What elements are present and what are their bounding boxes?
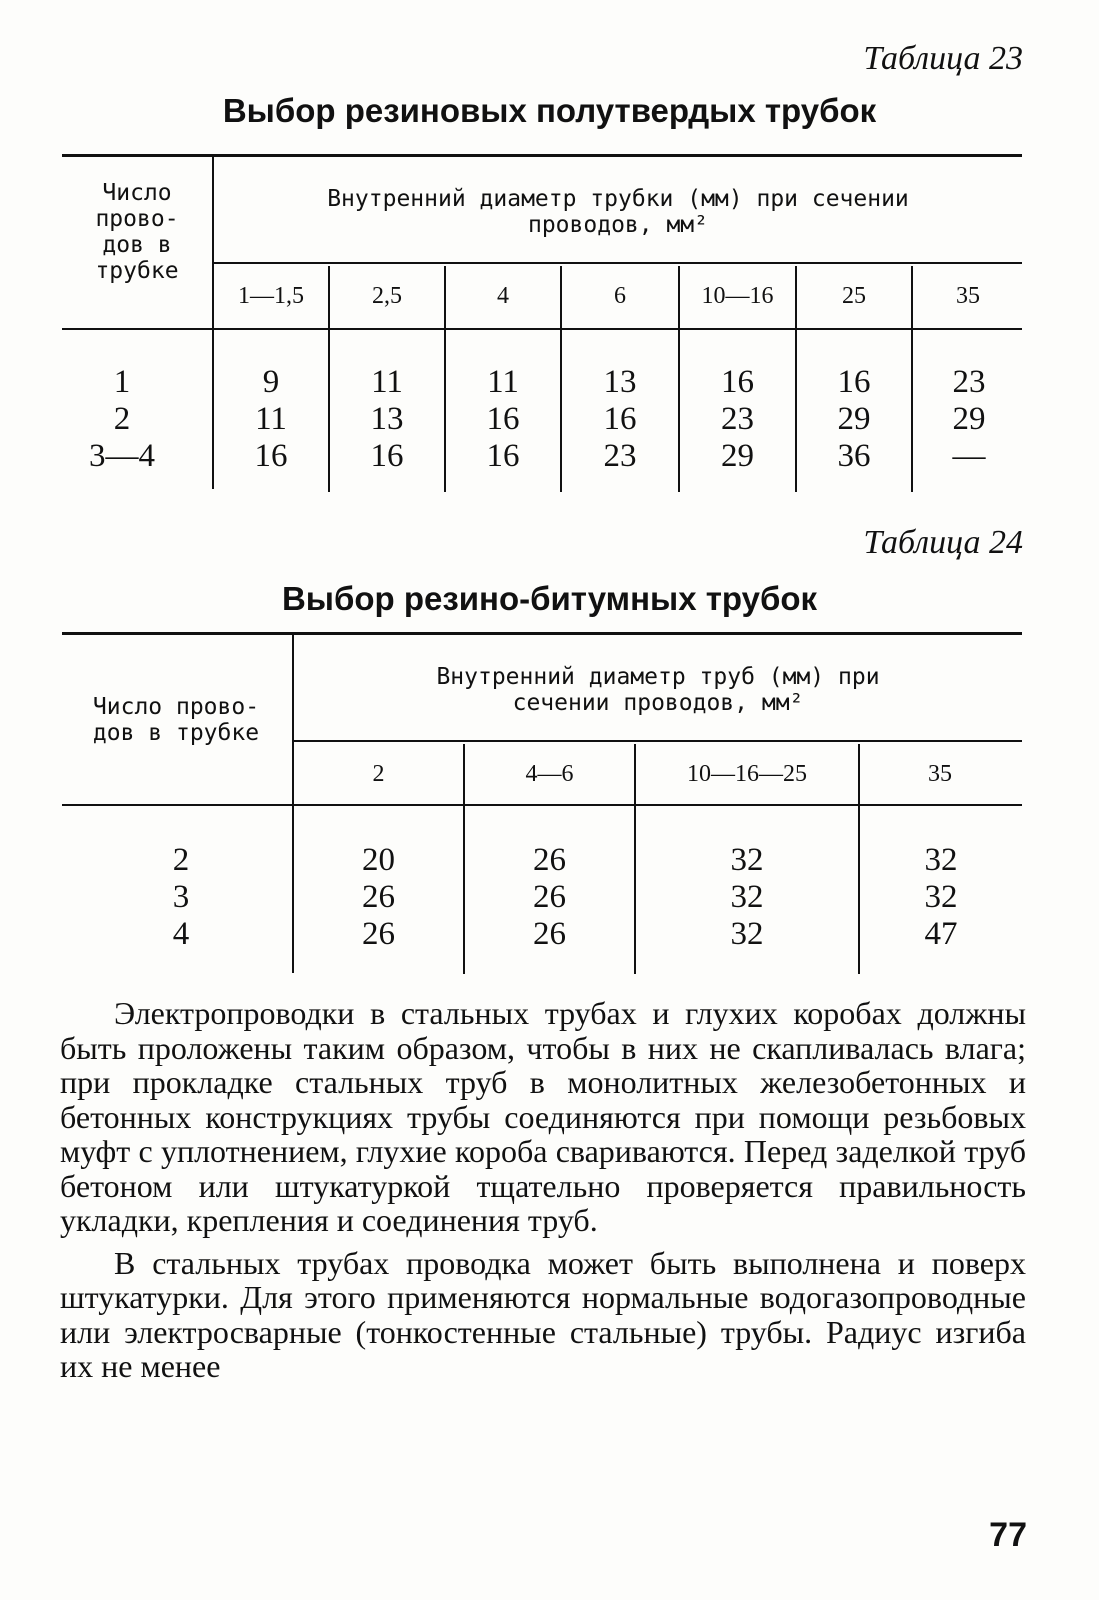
table-24-column	[860, 842, 1022, 953]
section-header: 2,5	[372, 283, 402, 309]
table-23-column	[680, 364, 795, 475]
table-cell: 23	[603, 438, 637, 474]
table-24-top-rule	[62, 632, 1022, 635]
table-24-column	[465, 842, 634, 953]
section-header: 1—1,5	[238, 283, 304, 309]
table-23-row-labels	[62, 364, 182, 475]
table-23-title: Выбор резиновых полутвердых трубок	[222, 92, 877, 129]
table-cell: 11	[255, 401, 287, 437]
table-23-column	[913, 364, 1025, 475]
table-cell: 16	[370, 438, 404, 474]
table-cell: 16	[721, 364, 754, 400]
table-24-section-headers	[294, 761, 1022, 791]
table-23-top-rule	[62, 154, 1022, 157]
page-number: 77	[989, 1516, 1027, 1554]
table-cell: 29	[721, 438, 754, 474]
table-cell: 16	[603, 401, 637, 437]
table-cell: 26	[362, 916, 395, 952]
table-cell: 11	[487, 364, 519, 400]
table-cell: 11	[371, 364, 403, 400]
table-cell: —	[952, 438, 986, 474]
row-label: 3—4	[89, 438, 155, 474]
section-header: 4—6	[525, 761, 574, 787]
table-cell: 16	[837, 364, 871, 400]
section-header: 4	[497, 283, 509, 309]
table-23-section-headers	[214, 283, 1022, 313]
table-23-body-rule	[62, 328, 1022, 330]
table-cell: 13	[370, 401, 404, 437]
table-cell: 32	[730, 879, 764, 915]
body-text	[60, 996, 1026, 1392]
section-header: 6	[614, 283, 626, 309]
paragraph: Электропроводки в стальных трубах и глухих коробах должны быть проложены таким образом, чтобы в них не скапливалась влага; при прокладке стальных труб в монолитных железобетонных и бетонных конструкциях трубы соединяются при помощи резьбовых муфт с уплотнением, глухие короба свариваются. Перед заделкой труб бетоном или штукатуркой тщательно проверяется правильность укладки, крепления и соединения труб.	[60, 995, 1026, 1238]
table-cell: 29	[837, 401, 871, 437]
table-cell: 16	[486, 401, 520, 437]
table-cell: 16	[254, 438, 288, 474]
table-cell: 26	[362, 879, 395, 915]
row-label: 4	[172, 916, 190, 952]
row-label: 3	[172, 879, 190, 915]
table-cell: 23	[952, 364, 986, 400]
table-24-column	[294, 842, 463, 953]
table-24-body-rule	[62, 804, 1022, 806]
table-23-column	[797, 364, 911, 475]
table-23-group-header: Внутренний диаметр трубки (мм) при сечении проводов, мм²	[327, 186, 909, 238]
section-header: 35	[956, 283, 980, 309]
row-label: 2	[113, 401, 131, 437]
table-cell: 36	[837, 438, 871, 474]
table-24-column	[636, 842, 858, 953]
table-23-column	[330, 364, 444, 475]
table-23-label: Таблица 23	[863, 40, 1023, 77]
row-label: 2	[172, 842, 190, 878]
table-cell: 47	[924, 916, 958, 952]
table-23-header-rule	[214, 262, 1022, 264]
table-23-row-header: Число прово- дов в трубке	[95, 180, 179, 284]
paragraph: В стальных трубах проводка может быть выполнена и поверх штукатурки. Для этого применяются нормальные водогазопроводные или электросварные (тонкостенные стальные) трубы. Радиус изгиба их не менее	[60, 1244, 1026, 1384]
table-23-column	[562, 364, 678, 475]
table-24-title: Выбор резино-битумных трубок	[281, 580, 818, 617]
table-24-group-header: Внутренний диаметр труб (мм) при сечении проводов, мм²	[436, 664, 880, 716]
table-24-header-rule	[294, 740, 1022, 742]
table-24-row-header: Число прово- дов в трубке	[92, 694, 260, 746]
table-23-column	[214, 364, 328, 475]
section-header: 25	[842, 283, 866, 309]
table-cell: 26	[533, 842, 566, 878]
row-label: 1	[113, 364, 131, 400]
table-cell: 32	[730, 842, 764, 878]
table-23-column	[446, 364, 560, 475]
table-cell: 26	[533, 916, 566, 952]
section-header: 10—16	[701, 283, 774, 309]
table-cell: 16	[486, 438, 520, 474]
section-header: 10—16—25	[687, 761, 807, 787]
table-24-row-labels	[62, 842, 300, 953]
table-cell: 9	[262, 364, 280, 400]
table-cell: 23	[721, 401, 754, 437]
section-header: 35	[928, 761, 952, 787]
table-cell: 20	[362, 842, 395, 878]
table-24-label: Таблица 24	[863, 524, 1023, 561]
section-header: 2	[372, 761, 385, 787]
table-cell: 26	[533, 879, 566, 915]
table-cell: 32	[730, 916, 764, 952]
table-cell: 32	[924, 842, 958, 878]
table-cell: 29	[952, 401, 986, 437]
table-cell: 13	[603, 364, 637, 400]
table-cell: 32	[924, 879, 958, 915]
